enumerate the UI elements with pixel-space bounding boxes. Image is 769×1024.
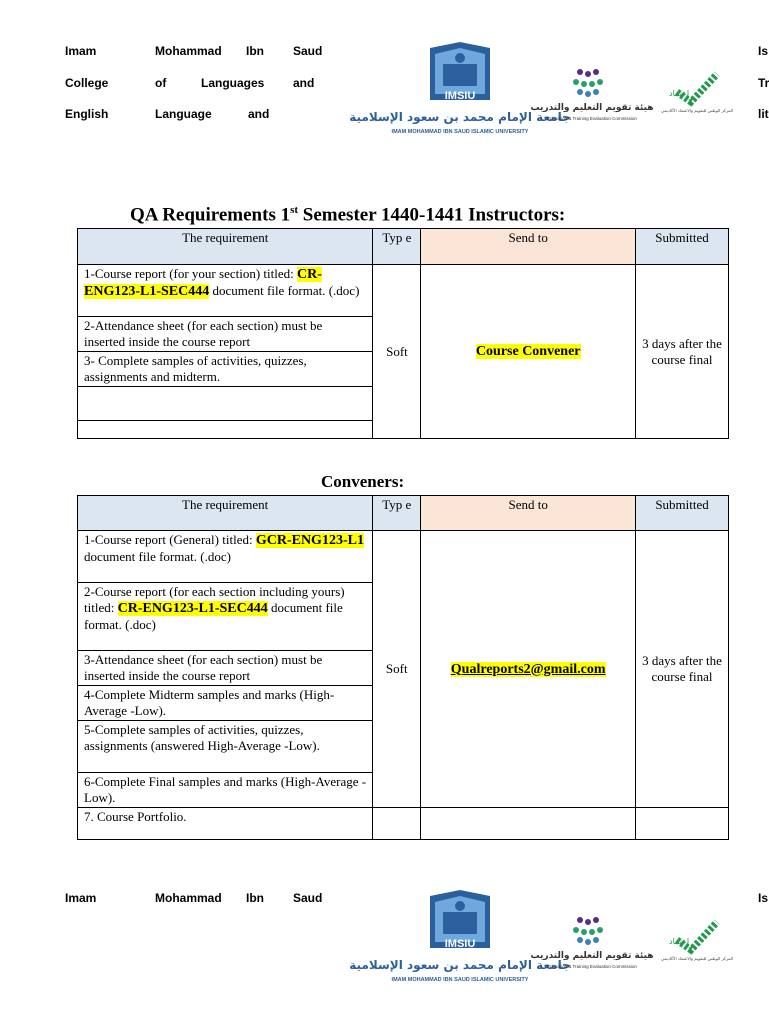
ncaaa-logo-arabic: اعتماد: [669, 89, 690, 98]
footer-word: Mohammad: [155, 891, 222, 905]
req-text: document file format. (.doc): [84, 600, 343, 632]
footer-word: Saud: [293, 891, 323, 905]
etec-logo-arabic: هيئة تقويم التعليم والتدريب: [530, 951, 654, 961]
imsiu-logo-text: IMSIU: [444, 90, 476, 102]
ncaaa-logo: [655, 66, 739, 121]
empty-cell: [373, 808, 421, 840]
header-word: Languages: [201, 76, 265, 90]
table-row-requirement: 3-Attendance sheet (for each section) must be inserted inside the course report: [78, 651, 373, 686]
imsiu-logo-footer: [349, 890, 571, 991]
header-requirement: The requirement: [78, 496, 373, 531]
conveners-heading: Conveners:: [321, 472, 405, 491]
ncaaa-logo-footer: [655, 914, 739, 969]
header-word: Language: [155, 107, 212, 121]
etec-logo: [530, 62, 654, 135]
header-word: English: [65, 107, 109, 121]
table-row-requirement: 3- Complete samples of activities, quizzes, assignments and midterm.: [78, 352, 373, 387]
send-to-cell: [421, 265, 636, 439]
table-row-requirement: 5-Complete samples of activities, quizzes, assignments (answered High-Average -Low).: [78, 721, 373, 773]
header-word: Saud: [293, 44, 323, 58]
conveners-table: [77, 495, 729, 840]
table-row-requirement: [78, 531, 373, 583]
footer-word: Ibn: [246, 891, 264, 905]
type-cell: Soft: [373, 531, 421, 808]
instructors-table: [77, 228, 729, 439]
ncaaa-logo-arabic: اعتماد: [669, 937, 690, 946]
header-edge-text: lit: [758, 107, 769, 121]
table-row-requirement: [78, 583, 373, 651]
title-text-rest: Semester 1440-1441 Instructors:: [298, 204, 566, 226]
header-edge-text: Is: [758, 44, 769, 58]
header-word: of: [155, 76, 167, 90]
empty-cell: [421, 808, 636, 840]
req-text: document file format. (.doc): [209, 283, 360, 298]
header-submitted: Submitted: [636, 229, 729, 265]
table-row-empty: [78, 387, 373, 421]
header-send-to: Send to: [421, 496, 636, 531]
table-row-empty: [78, 421, 373, 439]
file-name-highlight: GCR-ENG123-L1: [255, 533, 364, 548]
header-type: Typ e: [373, 496, 421, 531]
type-cell: Soft: [373, 265, 421, 439]
etec-logo-arabic: هيئة تقويم التعليم والتدريب: [530, 103, 654, 113]
header-submitted: Submitted: [636, 496, 729, 531]
submitted-cell: 3 days after the course final: [636, 531, 729, 808]
header-edge-text: Tr: [758, 76, 769, 90]
file-name-highlight: CR-ENG123-L1-SEC444: [117, 601, 268, 616]
req-text: 2-Course report (for each section including yours) titled:: [84, 584, 345, 615]
table-row-requirement: [78, 265, 373, 317]
imsiu-logo-arabic: جامعة الإمام محمد بن سعود الإسلامية: [349, 110, 571, 124]
send-to-cell: [421, 531, 636, 808]
file-name-highlight: CR-ENG123-L1-SEC444: [84, 267, 322, 299]
ncaaa-logo-subtitle: المركز الوطني للتقويم والاعتماد الأكاديمي: [660, 108, 734, 113]
req-text: 1-Course report (for your section) titled:: [84, 266, 297, 281]
imsiu-logo: [349, 42, 571, 143]
table-row-requirement: 6-Complete Final samples and marks (High-Average -Low).: [78, 773, 373, 808]
submitted-cell: 3 days after the course final: [636, 265, 729, 439]
etec-logo-english: Education & Training Evaluation Commission: [547, 964, 637, 969]
header-word: and: [293, 76, 315, 90]
title-sup: st: [290, 204, 299, 216]
table-row-requirement: 7. Course Portfolio.: [78, 808, 373, 840]
ncaaa-logo-subtitle: المركز الوطني للتقويم والاعتماد الأكاديمي: [660, 956, 734, 961]
empty-cell: [636, 808, 729, 840]
header-word: Ibn: [246, 44, 264, 58]
header-word: College: [65, 76, 109, 90]
imsiu-logo-english: IMAM MOHAMMAD IBN SAUD ISLAMIC UNIVERSITY: [391, 977, 529, 983]
header-requirement: The requirement: [78, 229, 373, 265]
table-row-requirement: 2-Attendance sheet (for each section) must be inserted inside the course report: [78, 317, 373, 352]
imsiu-logo-english: IMAM MOHAMMAD IBN SAUD ISLAMIC UNIVERSITY: [391, 129, 529, 135]
header-word: Imam: [65, 44, 97, 58]
etec-logo-footer: [530, 910, 654, 983]
send-to-email[interactable]: Qualreports2@gmail.com: [450, 661, 606, 677]
header-word: Mohammad: [155, 44, 222, 58]
imsiu-logo-arabic: جامعة الإمام محمد بن سعود الإسلامية: [349, 958, 571, 972]
req-text: 1-Course report (General) titled:: [84, 532, 256, 547]
page-title: [130, 204, 565, 226]
header-type: Typ e: [373, 229, 421, 265]
imsiu-logo-text: IMSIU: [444, 938, 476, 950]
table-row-requirement: 4-Complete Midterm samples and marks (High-Average -Low).: [78, 686, 373, 721]
send-to-value: Course Convener: [475, 344, 581, 359]
footer-word: Imam: [65, 891, 97, 905]
footer-edge-text: Is: [758, 891, 769, 905]
req-text: document file format. (.doc): [84, 549, 231, 564]
etec-logo-english: Education & Training Evaluation Commission: [547, 116, 637, 121]
header-word: and: [248, 107, 270, 121]
header-send-to: Send to: [421, 229, 636, 265]
title-text: QA Requirements 1: [130, 204, 291, 226]
